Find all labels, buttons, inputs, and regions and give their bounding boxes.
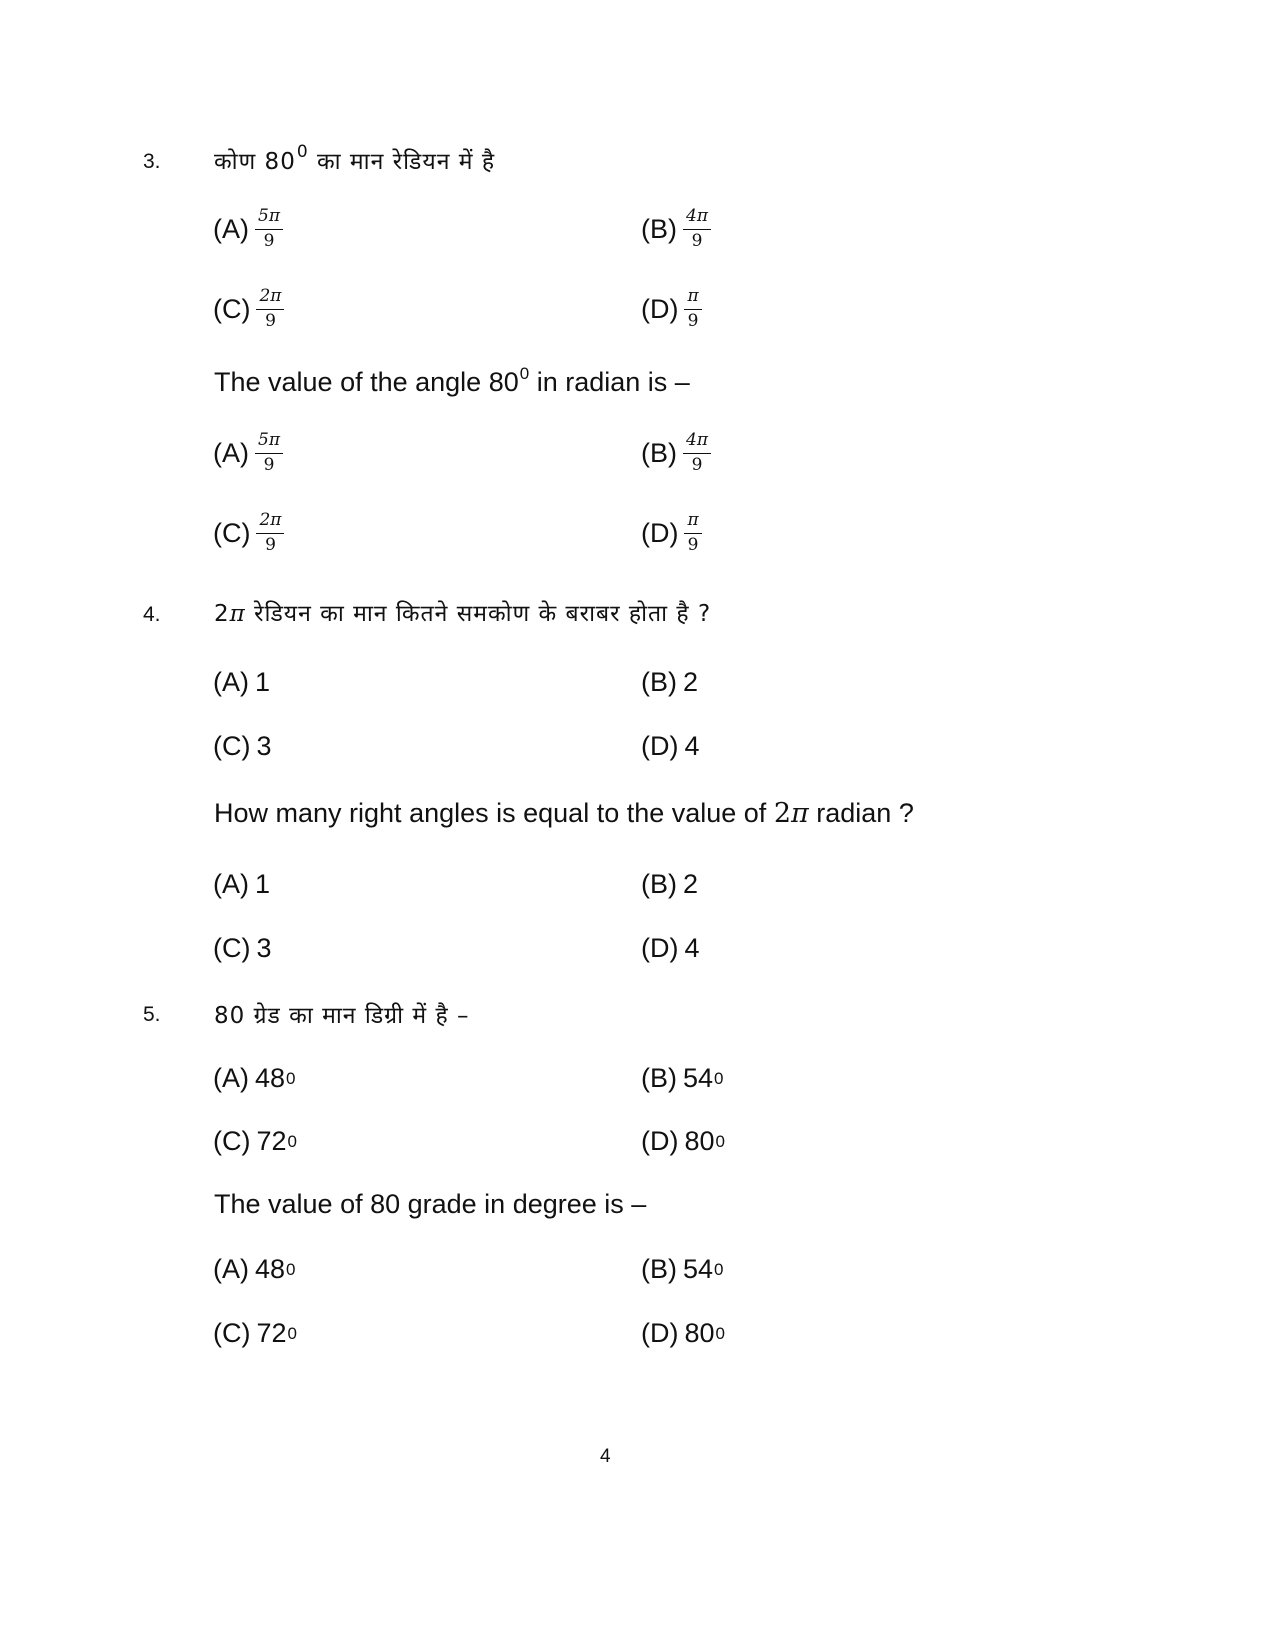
question-5-english-option-a[interactable]: (A) 48 0 [213,1254,296,1284]
question-3-number: 3. [143,150,161,173]
question-4-english-option-c[interactable]: (C) 3 [213,933,272,963]
fraction: $\frac{5\pi}{9}$ [255,207,283,251]
question-4-option-b[interactable]: (B) 2 [641,667,699,697]
fraction: $\frac{2\pi}{9}$ [256,511,284,555]
question-3-option-d[interactable]: (D) $\frac{\pi}{9}$ [641,287,702,331]
question-3-english-text: The value of the angle $80^0$ in radian is – [214,364,690,397]
question-5-option-d[interactable]: (D) 80 0 [641,1126,725,1156]
question-4-number: 4. [143,603,161,626]
question-4-english-option-a[interactable]: (A) 1 [213,869,271,899]
fraction: $\frac{2\pi}{9}$ [256,287,284,331]
question-3-option-c[interactable]: (C) $\frac{2\pi}{9}$ [213,287,284,331]
question-5-english-option-c[interactable]: (C) 72 0 [213,1318,297,1348]
question-3-option-b[interactable]: (B) $\frac{4\pi}{9}$ [641,207,711,251]
question-4-hindi-text: 2π रेडियन का मान कितने समकोण के बराबर होता है ? [214,601,712,627]
question-5-option-c[interactable]: (C) 72 0 [213,1126,297,1156]
question-4-option-a[interactable]: (A) 1 [213,667,271,697]
question-3-english-option-d[interactable]: (D) $\frac{\pi}{9}$ [641,511,702,555]
question-4-english-text: How many right angles is equal to the value of 2π radian ? [214,798,914,829]
question-3-english-option-c[interactable]: (C) $\frac{2\pi}{9}$ [213,511,284,555]
question-4-option-c[interactable]: (C) 3 [213,731,272,761]
question-4-option-d[interactable]: (D) 4 [641,731,700,761]
question-5-english-option-b[interactable]: (B) 54 0 [641,1254,724,1284]
fraction: $\frac{5\pi}{9}$ [255,431,283,475]
question-4-english-option-b[interactable]: (B) 2 [641,869,699,899]
fraction: $\frac{4\pi}{9}$ [683,431,711,475]
question-5-number: 5. [143,1003,161,1026]
question-5-english-text: The value of 80 grade in degree is – [214,1189,647,1219]
question-5-option-b[interactable]: (B) 54 0 [641,1063,724,1093]
fraction: $\frac{4\pi}{9}$ [683,207,711,251]
question-3-option-a[interactable]: (A) $\frac{5\pi}{9}$ [213,207,283,251]
question-3-hindi-text: कोण $80^0$ का मान रेडियन में है [214,142,496,175]
question-5-hindi-text: 80 ग्रेड का मान डिग्री में है – [214,1003,470,1029]
question-3-english-option-b[interactable]: (B) $\frac{4\pi}{9}$ [641,431,711,475]
question-3-english-option-a[interactable]: (A) $\frac{5\pi}{9}$ [213,431,283,475]
question-4-english-option-d[interactable]: (D) 4 [641,933,700,963]
question-5-option-a[interactable]: (A) 48 0 [213,1063,296,1093]
question-5-english-option-d[interactable]: (D) 80 0 [641,1318,725,1348]
page-number: 4 [600,1446,611,1467]
fraction: $\frac{\pi}{9}$ [684,511,701,555]
fraction: $\frac{\pi}{9}$ [684,287,701,331]
